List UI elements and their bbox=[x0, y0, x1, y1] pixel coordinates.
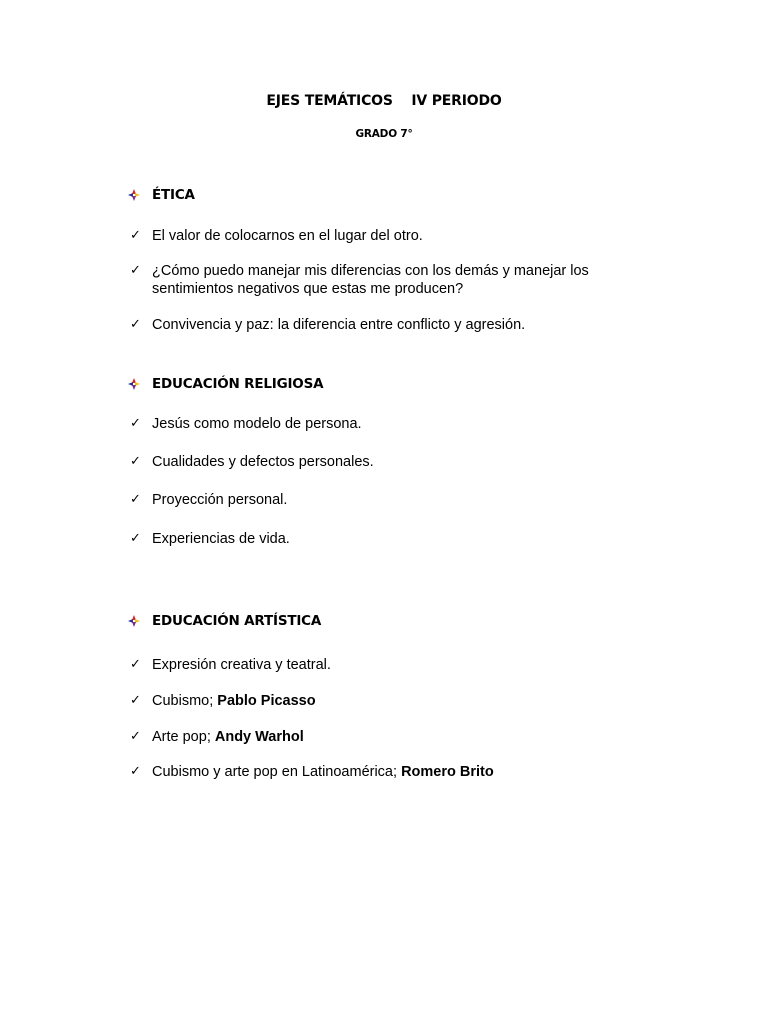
item-text: El valor de colocarnos en el lugar del otro. bbox=[152, 228, 423, 244]
document-subtitle: GRADO 7° bbox=[355, 128, 413, 140]
check-mark-icon: ✓ bbox=[130, 492, 141, 507]
item-text: ¿Cómo puedo manejar mis diferencias con los demás y manejar los sentimientos negativos que estas me producen? bbox=[152, 263, 589, 297]
item-text: Cubismo; Pablo Picasso bbox=[152, 693, 316, 709]
check-mark-icon: ✓ bbox=[130, 657, 141, 672]
list-item bbox=[130, 728, 630, 746]
list-item bbox=[130, 262, 600, 298]
section-heading-etica bbox=[128, 185, 195, 205]
check-mark-icon: ✓ bbox=[130, 693, 141, 708]
document-title: EJES TEMÁTICOS IV PERIODO bbox=[266, 93, 502, 109]
section-heading-educacion-artistica bbox=[128, 611, 321, 631]
four-color-arrow-bullet-icon bbox=[128, 378, 140, 390]
item-text: Arte pop; Andy Warhol bbox=[152, 729, 304, 745]
item-text: Experiencias de vida. bbox=[152, 531, 290, 547]
section-title: ÉTICA bbox=[152, 187, 195, 203]
check-mark-icon: ✓ bbox=[130, 416, 141, 431]
item-text: Proyección personal. bbox=[152, 492, 288, 508]
item-text: Cualidades y defectos personales. bbox=[152, 454, 374, 470]
four-color-arrow-bullet-icon bbox=[128, 615, 140, 627]
check-mark-icon: ✓ bbox=[130, 317, 141, 332]
list-item bbox=[130, 316, 630, 334]
section-heading-educacion-religiosa bbox=[128, 374, 323, 394]
check-mark-icon: ✓ bbox=[130, 228, 141, 243]
check-mark-icon: ✓ bbox=[130, 764, 141, 779]
item-text: Expresión creativa y teatral. bbox=[152, 657, 331, 673]
list-item bbox=[130, 763, 630, 781]
list-item bbox=[130, 227, 630, 245]
check-mark-icon: ✓ bbox=[130, 454, 141, 469]
item-text: Convivencia y paz: la diferencia entre conflicto y agresión. bbox=[152, 317, 526, 333]
item-text: Cubismo y arte pop en Latinoamérica; Romero Brito bbox=[152, 764, 494, 780]
list-item bbox=[130, 415, 630, 433]
list-item bbox=[130, 491, 630, 509]
list-item bbox=[130, 530, 630, 548]
list-item bbox=[130, 656, 630, 674]
check-mark-icon: ✓ bbox=[130, 531, 141, 546]
list-item bbox=[130, 453, 630, 471]
section-title: EDUCACIÓN ARTÍSTICA bbox=[152, 613, 322, 629]
check-mark-icon: ✓ bbox=[130, 263, 141, 278]
check-mark-icon: ✓ bbox=[130, 729, 141, 744]
section-title: EDUCACIÓN RELIGIOSA bbox=[152, 376, 324, 392]
item-text: Jesús como modelo de persona. bbox=[152, 416, 362, 432]
list-item bbox=[130, 692, 630, 710]
four-color-arrow-bullet-icon bbox=[128, 189, 140, 201]
